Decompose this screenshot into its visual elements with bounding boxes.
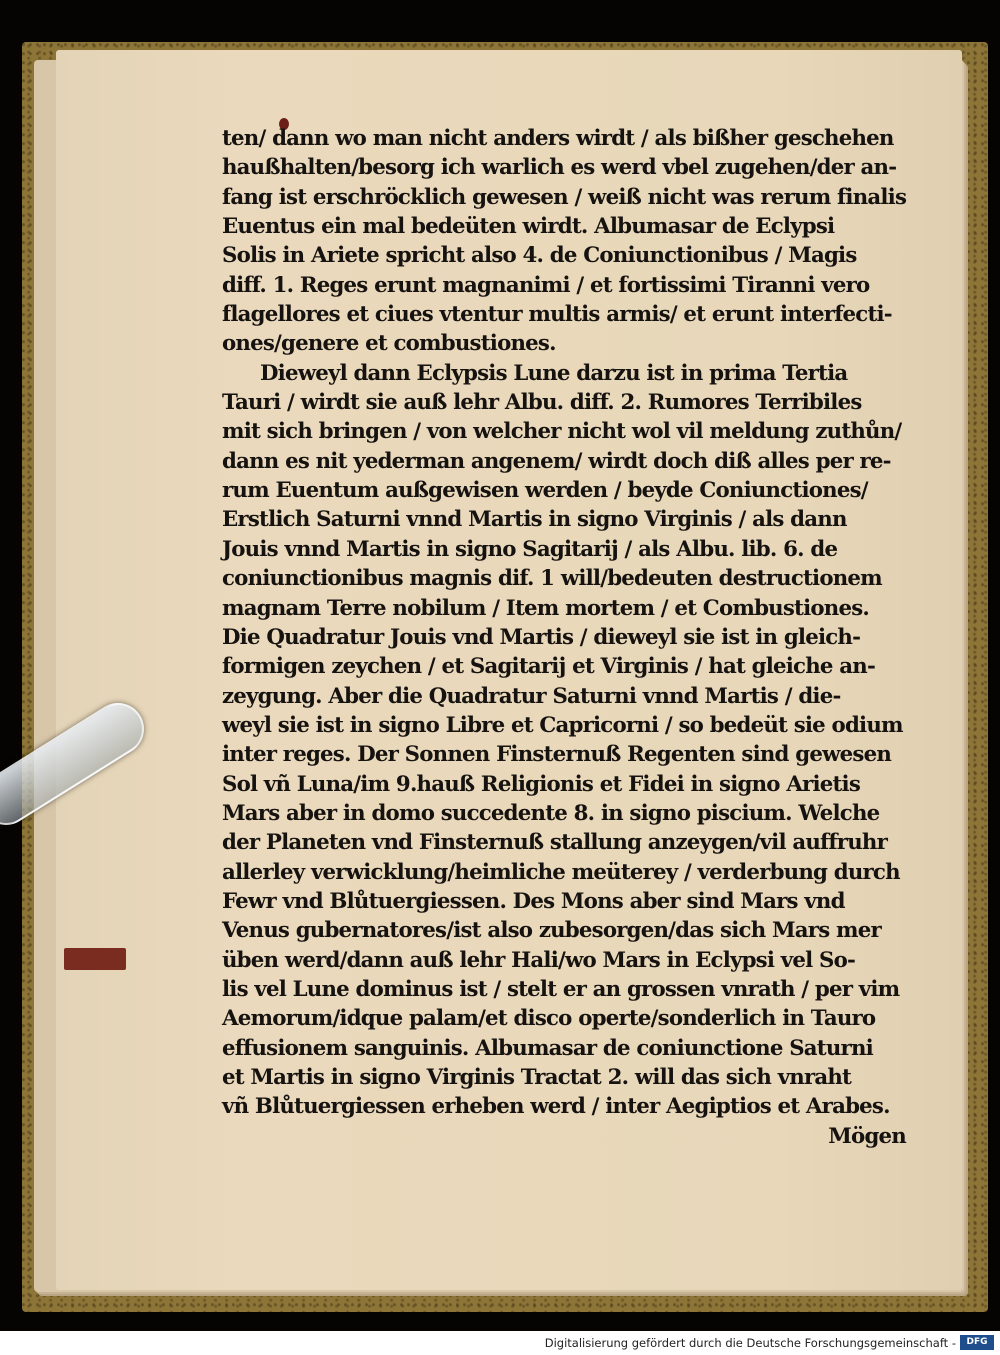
catchword: Mögen bbox=[828, 1123, 906, 1149]
text-line: zeygung. Aber die Quadratur Saturni vnnd Martis / die- bbox=[222, 683, 841, 709]
text-line: diff. 1. Reges erunt magnanimi / et fortissimi Tiranni vero bbox=[222, 272, 870, 298]
text-line: Die Quadratur Jouis vnd Martis / dieweyl sie ist in gleich- bbox=[222, 624, 861, 650]
text-line: rum Euentum außgewisen werden / beyde Coniunctiones/ bbox=[222, 478, 868, 504]
text-line: Jouis vnnd Martis in signo Sagitarij / als Albu. lib. 6. de bbox=[222, 536, 838, 562]
dfg-logo-icon: DFG bbox=[960, 1335, 994, 1350]
funding-credit: Digitalisierung gefördert durch die Deutsche Forschungsgemeinschaft - bbox=[544, 1336, 956, 1350]
text-line: ones/genere et combustiones. bbox=[222, 331, 556, 357]
text-line: Aemorum/idque palam/et disco operte/sonderlich in Tauro bbox=[222, 1006, 876, 1032]
text-line: Euentus ein mal bedeüten wirdt. Albumasar de Eclypsi bbox=[222, 214, 835, 240]
ribbon-marker bbox=[64, 948, 126, 970]
text-line: fang ist erschröcklich gewesen / weiß nicht was rerum finalis bbox=[222, 184, 907, 210]
text-line: et Martis in signo Virginis Tractat 2. will das sich vnraht bbox=[222, 1065, 852, 1090]
text-line: der Planeten vnd Finsternuß stallung anzeygen/vil auffruhr bbox=[222, 830, 887, 856]
text-line: coniunctionibus magnis dif. 1 will/bedeuten destructionem bbox=[222, 566, 882, 592]
text-line: flagellores et ciues vtentur multis armis/ et erunt interfecti- bbox=[222, 302, 892, 328]
footer-bar bbox=[0, 1331, 1000, 1355]
text-line: Mars aber in domo succedente 8. in signo piscium. Welche bbox=[222, 800, 880, 826]
text-line: inter reges. Der Sonnen Finsternuß Regenten sind gewesen bbox=[222, 742, 892, 768]
text-line: Erstlich Saturni vnnd Martis in signo Virginis / als dann bbox=[222, 507, 847, 533]
text-line: allerley verwicklung/heimliche meüterey / verderbung durch bbox=[222, 859, 900, 885]
text-line: Venus gubernatores/ist also zubesorgen/das sich Mars mer bbox=[222, 918, 881, 944]
text-line: Tauri / wirdt sie auß lehr Albu. diff. 2. Rumores Terribiles bbox=[222, 390, 862, 416]
text-line: Fewr vnd Blůtuergiessen. Des Mons aber sind Mars vnd bbox=[222, 888, 845, 914]
text-line: Dieweyl dann Eclypsis Lune darzu ist in prima Tertia bbox=[260, 360, 848, 386]
text-line: Solis in Ariete spricht also 4. de Coniunctionibus / Magis bbox=[222, 243, 857, 269]
text-line: üben werd/dann auß lehr Hali/wo Mars in Eclypsi vel So- bbox=[222, 947, 856, 973]
text-line: magnam Terre nobilum / Item mortem / et Combustiones. bbox=[222, 595, 870, 621]
text-line: vñ Blůtuergiessen erheben werd / inter Aegiptios et Arabes. bbox=[222, 1094, 890, 1120]
text-line: Sol vñ Luna/im 9.hauß Religionis et Fidei in signo Arietis bbox=[222, 771, 861, 797]
text-line: ten/ dann wo man nicht anders wirdt / als bißher geschehen bbox=[222, 126, 894, 151]
text-line: effusionem sanguinis. Albumasar de coniunctione Saturni bbox=[222, 1035, 873, 1061]
text-line: dann es nit yederman angenem/ wirdt doch diß alles per re- bbox=[222, 448, 891, 474]
page-text bbox=[222, 124, 922, 1151]
text-line: lis vel Lune dominus ist / stelt er an grossen vnrath / per vim bbox=[222, 976, 900, 1002]
text-line: mit sich bringen / von welcher nicht wol vil meldung zuthůn/ bbox=[222, 419, 902, 445]
text-line: haußhalten/besorg ich warlich es werd vbel zugehen/der an- bbox=[222, 155, 897, 181]
text-line: weyl sie ist in signo Libre et Capricorni / so bedeüt sie odium bbox=[222, 712, 903, 738]
text-line: formigen zeychen / et Sagitarij et Virginis / hat gleiche an- bbox=[222, 654, 875, 680]
